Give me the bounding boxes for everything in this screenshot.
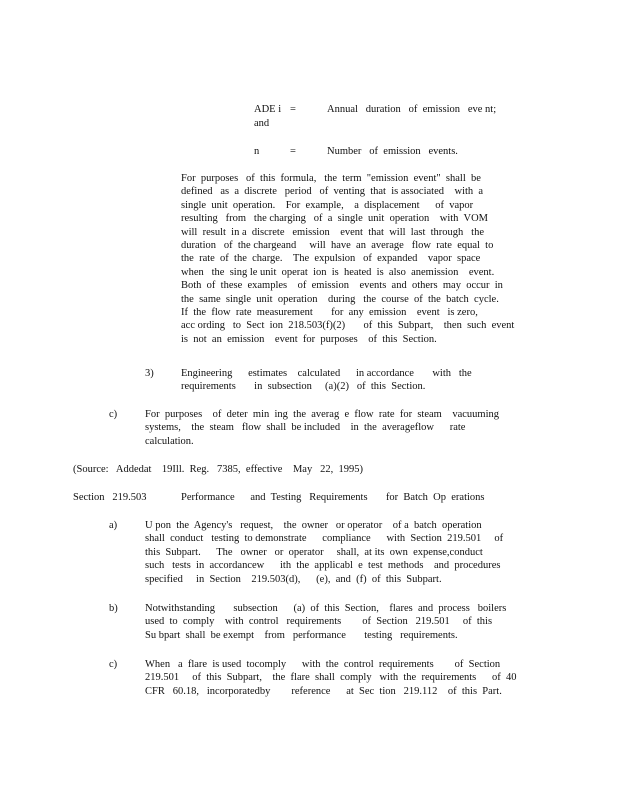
paragraph-line: the rate of the charge. The expulsion of expanded vapor space [181, 253, 481, 265]
item-3-label [145, 367, 154, 380]
section-item-a-body [145, 519, 503, 586]
section-item-c-line: When a flare is used tocomply with the control requirements of Section [145, 659, 501, 670]
n-symbol-text: n [254, 146, 260, 157]
ade-equals-text: = [290, 104, 296, 115]
paragraph-line: If the flow rate measurement for any emission event is zero, [181, 306, 478, 318]
paragraph-line: when the sing le unit operat ion is heated is also anemission event. [181, 266, 495, 278]
definition-n-meaning [327, 145, 458, 158]
item-c-upper-label-text: c) [109, 409, 118, 420]
paragraph-line: will result in a discrete emission event that will last through the [181, 226, 484, 238]
section-item-a-line: this Subpart. The owner or operator shall, at its own expense,conduct [145, 546, 483, 558]
item-3-line: requirements in subsection (a)(2) of this Section. [181, 381, 426, 393]
section-item-a-label-text: a) [109, 520, 118, 531]
item-c-upper-label [109, 408, 117, 421]
section-item-c-body [145, 658, 517, 698]
section-item-b-body [145, 602, 506, 642]
section-item-c-line: CFR 60.18, incorporatedby reference at Sec tion 219.112 of this Part. [145, 685, 502, 697]
section-title-text: Performance and Testing Requirements for Batch Op erations [181, 492, 485, 503]
definition-ade-equals [290, 103, 296, 116]
section-number [73, 491, 147, 504]
definition-n-symbol [254, 145, 259, 158]
paragraph-line: Both of these examples of emission events and others may occur in [181, 280, 503, 292]
definition-ade-meaning [327, 103, 496, 116]
section-item-c-label-text: c) [109, 659, 118, 670]
paragraph-line: acc ording to Sect ion 218.503(f)(2) of this Subpart, then such event [181, 320, 515, 332]
section-item-b-label-text: b) [109, 603, 118, 614]
n-equals-text: = [290, 146, 296, 157]
ade-symbol-text: ADE i [254, 104, 282, 115]
section-item-c-line: 219.501 of this Subpart, the flare shall comply with the requirements of 40 [145, 672, 517, 684]
section-item-b-label [109, 602, 118, 615]
section-title [181, 491, 485, 504]
paragraph-line: defined as a discrete period of venting that is associated with a [181, 186, 484, 198]
formula-paragraph [181, 172, 514, 346]
section-item-a-line: shall conduct testing to demonstrate compliance with Section 219.501 of [145, 533, 504, 545]
section-number-text: Section 219.503 [73, 492, 147, 503]
item-3-line: Engineering estimates calculated in accordance with the [181, 368, 472, 379]
section-item-c-label [109, 658, 117, 671]
item-3-body [181, 367, 472, 394]
ade-continuation-text: and [254, 118, 270, 129]
paragraph-line: resulting from the charging of a single unit operation with VOM [181, 213, 488, 225]
section-item-a-line: specified in Section 219.503(d), (e), and (f) of this Subpart. [145, 573, 442, 585]
definition-ade-symbol [254, 103, 281, 116]
n-meaning-text: Number of emission events. [327, 146, 458, 157]
section-item-a-line: U pon the Agency's request, the owner or operator of a batch operation [145, 520, 482, 531]
definition-n-equals [290, 145, 296, 158]
paragraph-line: the same single unit operation during the course of the batch cycle. [181, 293, 499, 305]
item-c-upper-line: systems, the steam flow shall be included in the averageflow rate [145, 422, 466, 434]
section-item-a-line: such tests in accordancew ith the applicabl e test methods and procedures [145, 560, 501, 572]
source-note [73, 463, 363, 476]
item-c-upper-line: For purposes of deter min ing the averag e flow rate for steam vacuuming [145, 409, 499, 420]
section-item-b-line: used to comply with control requirements of Section 219.501 of this [145, 616, 493, 628]
paragraph-line: is not an emission event for purposes of this Section. [181, 333, 437, 345]
section-item-b-line: Notwithstanding subsection (a) of this Section, flares and process boilers [145, 603, 507, 614]
paragraph-line: For purposes of this formula, the term "emission event" shall be [181, 173, 481, 184]
item-c-upper-body [145, 408, 499, 448]
item-3-label-text: 3) [145, 368, 154, 379]
source-note-text: (Source: Addedat 19Ill. Reg. 7385, effective May 22, 1995) [73, 464, 363, 475]
item-c-upper-line: calculation. [145, 435, 194, 447]
section-item-a-label [109, 519, 117, 532]
section-item-b-line: Su bpart shall be exempt from performance testing requirements. [145, 629, 458, 641]
ade-meaning-text: Annual duration of emission eve nt; [327, 104, 497, 115]
paragraph-line: single unit operation. For example, a displacement of vapor [181, 199, 474, 211]
definition-ade-continuation [254, 117, 269, 130]
paragraph-line: duration of the chargeand will have an average flow rate equal to [181, 239, 494, 251]
